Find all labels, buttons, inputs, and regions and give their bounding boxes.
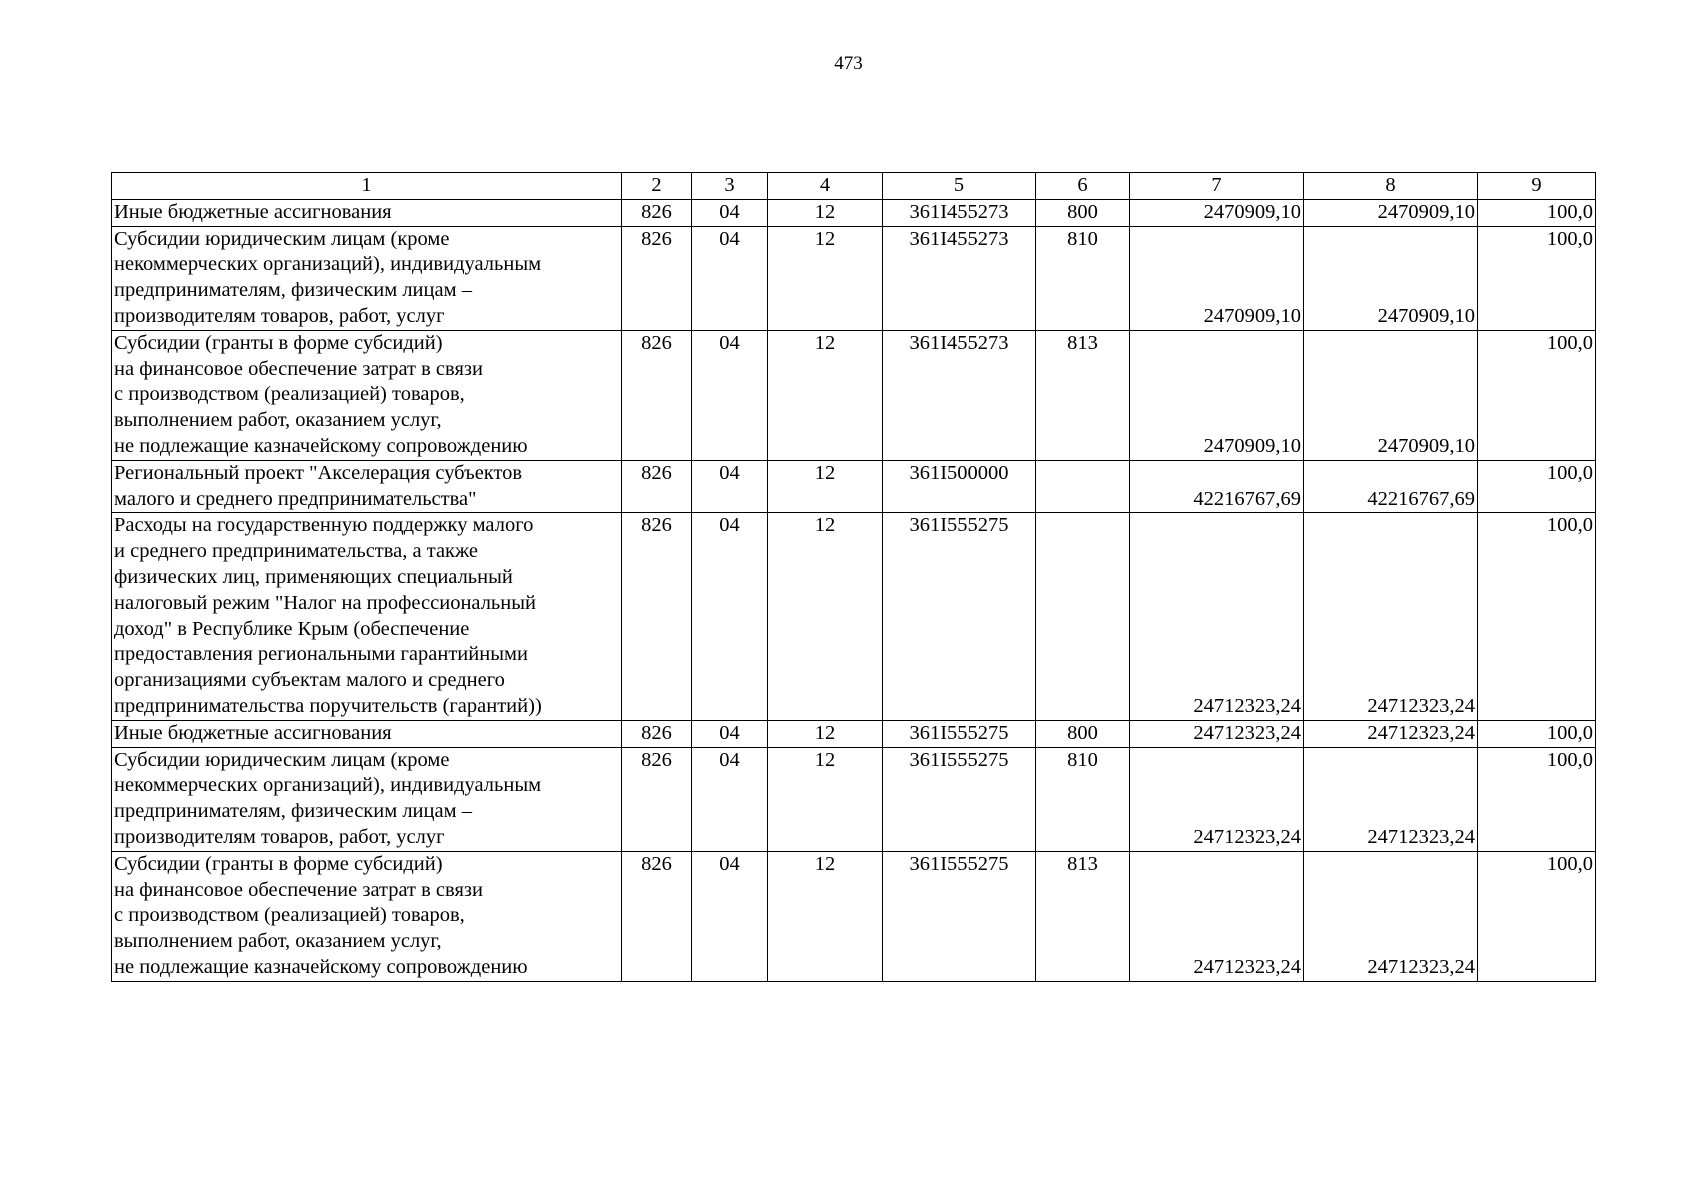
section-code-cell: 04 (692, 330, 768, 460)
expense-name-line: некоммерческих организаций), индивидуальным (114, 774, 542, 797)
target-article-cell: 361I455273 (883, 199, 1036, 226)
expense-name-line: с производством (реализацией) товаров, (114, 904, 465, 927)
expense-type-cell (1036, 513, 1130, 720)
planned-amount-cell: 24712323,24 (1130, 513, 1304, 720)
executed-amount-cell: 2470909,10 (1304, 330, 1478, 460)
subsection-code-cell: 12 (768, 460, 883, 513)
section-code-cell: 04 (692, 199, 768, 226)
table-row (112, 720, 1596, 747)
table-body (112, 199, 1596, 981)
expense-name-cell (112, 513, 622, 720)
expense-name-cell (112, 851, 622, 981)
execution-percent-cell: 100,0 (1478, 226, 1596, 330)
expense-name-line: предпринимателям, физическим лицам – (114, 279, 472, 302)
expense-name-line: некоммерческих организаций), индивидуальным (114, 253, 542, 276)
expense-name-cell (112, 720, 622, 747)
column-number-3: 3 (692, 173, 768, 200)
grbs-code-cell: 826 (622, 199, 692, 226)
expense-name-cell (112, 199, 622, 226)
expense-name-cell (112, 330, 622, 460)
planned-amount-cell: 2470909,10 (1130, 226, 1304, 330)
executed-amount-cell: 42216767,69 (1304, 460, 1478, 513)
expense-name-line: выполнением работ, оказанием услуг, (114, 409, 442, 432)
header-row (112, 173, 1596, 200)
grbs-code-cell: 826 (622, 330, 692, 460)
expense-type-cell: 800 (1036, 720, 1130, 747)
expense-name-line: предпринимательства поручительств (гарантий)) (114, 694, 542, 717)
subsection-code-cell: 12 (768, 226, 883, 330)
section-code-cell: 04 (692, 513, 768, 720)
planned-amount-cell: 24712323,24 (1130, 851, 1304, 981)
expense-name-line: не подлежащие казначейскому сопровождению (114, 434, 528, 457)
expense-name-line: предоставления региональными гарантийными (114, 643, 528, 666)
table-row (112, 199, 1596, 226)
planned-amount-cell: 42216767,69 (1130, 460, 1304, 513)
execution-percent-cell: 100,0 (1478, 330, 1596, 460)
subsection-code-cell: 12 (768, 720, 883, 747)
expense-name-line: организациями субъектам малого и среднего (114, 669, 505, 692)
target-article-cell: 361I555275 (883, 720, 1036, 747)
execution-percent-cell: 100,0 (1478, 513, 1596, 720)
column-number-9: 9 (1478, 173, 1596, 200)
column-number-6: 6 (1036, 173, 1130, 200)
column-number-4: 4 (768, 173, 883, 200)
expense-name-line: с производством (реализацией) товаров, (114, 383, 465, 406)
expense-name-line: Иные бюджетные ассигнования (114, 200, 392, 223)
target-article-cell: 361I455273 (883, 226, 1036, 330)
expense-name-line: Региональный проект "Акселерация субъектов (114, 461, 523, 484)
expense-type-cell: 810 (1036, 226, 1130, 330)
grbs-code-cell: 826 (622, 460, 692, 513)
expense-name-line: малого и среднего предпринимательства" (114, 487, 477, 510)
expense-type-cell (1036, 460, 1130, 513)
section-code-cell: 04 (692, 851, 768, 981)
section-code-cell: 04 (692, 460, 768, 513)
expense-name-line: доход" в Республике Крым (обеспечение (114, 617, 470, 640)
expense-name-line: на финансовое обеспечение затрат в связи (114, 878, 483, 901)
planned-amount-cell: 24712323,24 (1130, 720, 1304, 747)
expense-type-cell: 800 (1036, 199, 1130, 226)
expense-name-line: Расходы на государственную поддержку малого (114, 514, 534, 537)
expense-name-line: Субсидии (гранты в форме субсидий) (114, 852, 443, 875)
expense-name-cell (112, 747, 622, 851)
target-article-cell: 361I455273 (883, 330, 1036, 460)
grbs-code-cell: 826 (622, 720, 692, 747)
expense-type-cell: 813 (1036, 851, 1130, 981)
expense-name-line: производителям товаров, работ, услуг (114, 304, 445, 327)
column-number-2: 2 (622, 173, 692, 200)
expense-name-line: Субсидии юридическим лицам (кроме (114, 748, 450, 771)
execution-percent-cell: 100,0 (1478, 851, 1596, 981)
subsection-code-cell: 12 (768, 747, 883, 851)
target-article-cell: 361I500000 (883, 460, 1036, 513)
grbs-code-cell: 826 (622, 747, 692, 851)
subsection-code-cell: 12 (768, 851, 883, 981)
expense-name-line: Субсидии (гранты в форме субсидий) (114, 331, 443, 354)
grbs-code-cell: 826 (622, 851, 692, 981)
subsection-code-cell: 12 (768, 199, 883, 226)
section-code-cell: 04 (692, 720, 768, 747)
table-header (112, 173, 1596, 200)
expense-name-line: физических лиц, применяющих специальный (114, 565, 513, 588)
subsection-code-cell: 12 (768, 513, 883, 720)
table-row (112, 226, 1596, 330)
expense-name-line: не подлежащие казначейскому сопровождению (114, 955, 528, 978)
execution-percent-cell: 100,0 (1478, 747, 1596, 851)
execution-percent-cell: 100,0 (1478, 199, 1596, 226)
column-number-1: 1 (112, 173, 622, 200)
target-article-cell: 361I555275 (883, 851, 1036, 981)
expense-type-cell: 810 (1036, 747, 1130, 851)
subsection-code-cell: 12 (768, 330, 883, 460)
executed-amount-cell: 24712323,24 (1304, 513, 1478, 720)
planned-amount-cell: 2470909,10 (1130, 199, 1304, 226)
column-number-8: 8 (1304, 173, 1478, 200)
expense-name-line: предпринимателям, физическим лицам – (114, 800, 472, 823)
execution-percent-cell: 100,0 (1478, 460, 1596, 513)
table-row (112, 747, 1596, 851)
executed-amount-cell: 2470909,10 (1304, 226, 1478, 330)
expense-name-cell (112, 226, 622, 330)
table-row (112, 513, 1596, 720)
expense-name-line: Субсидии юридическим лицам (кроме (114, 227, 450, 250)
table-row (112, 460, 1596, 513)
expense-name-cell (112, 460, 622, 513)
execution-percent-cell: 100,0 (1478, 720, 1596, 747)
target-article-cell: 361I555275 (883, 513, 1036, 720)
planned-amount-cell: 24712323,24 (1130, 747, 1304, 851)
expense-name-line: производителям товаров, работ, услуг (114, 825, 445, 848)
section-code-cell: 04 (692, 747, 768, 851)
expense-name-line: Иные бюджетные ассигнования (114, 721, 392, 744)
expense-name-line: на финансовое обеспечение затрат в связи (114, 357, 483, 380)
executed-amount-cell: 24712323,24 (1304, 747, 1478, 851)
expense-name-line: налоговый режим "Налог на профессиональный (114, 591, 536, 614)
executed-amount-cell: 24712323,24 (1304, 851, 1478, 981)
table-row (112, 330, 1596, 460)
executed-amount-cell: 24712323,24 (1304, 720, 1478, 747)
expense-name-line: выполнением работ, оказанием услуг, (114, 930, 442, 953)
section-code-cell: 04 (692, 226, 768, 330)
column-number-7: 7 (1130, 173, 1304, 200)
grbs-code-cell: 826 (622, 513, 692, 720)
target-article-cell: 361I555275 (883, 747, 1036, 851)
page-number: 473 (834, 53, 863, 74)
executed-amount-cell: 2470909,10 (1304, 199, 1478, 226)
expense-name-line: и среднего предпринимательства, а также (114, 540, 478, 563)
budget-table (111, 172, 1596, 982)
column-number-5: 5 (883, 173, 1036, 200)
expense-type-cell: 813 (1036, 330, 1130, 460)
grbs-code-cell: 826 (622, 226, 692, 330)
table-row (112, 851, 1596, 981)
planned-amount-cell: 2470909,10 (1130, 330, 1304, 460)
